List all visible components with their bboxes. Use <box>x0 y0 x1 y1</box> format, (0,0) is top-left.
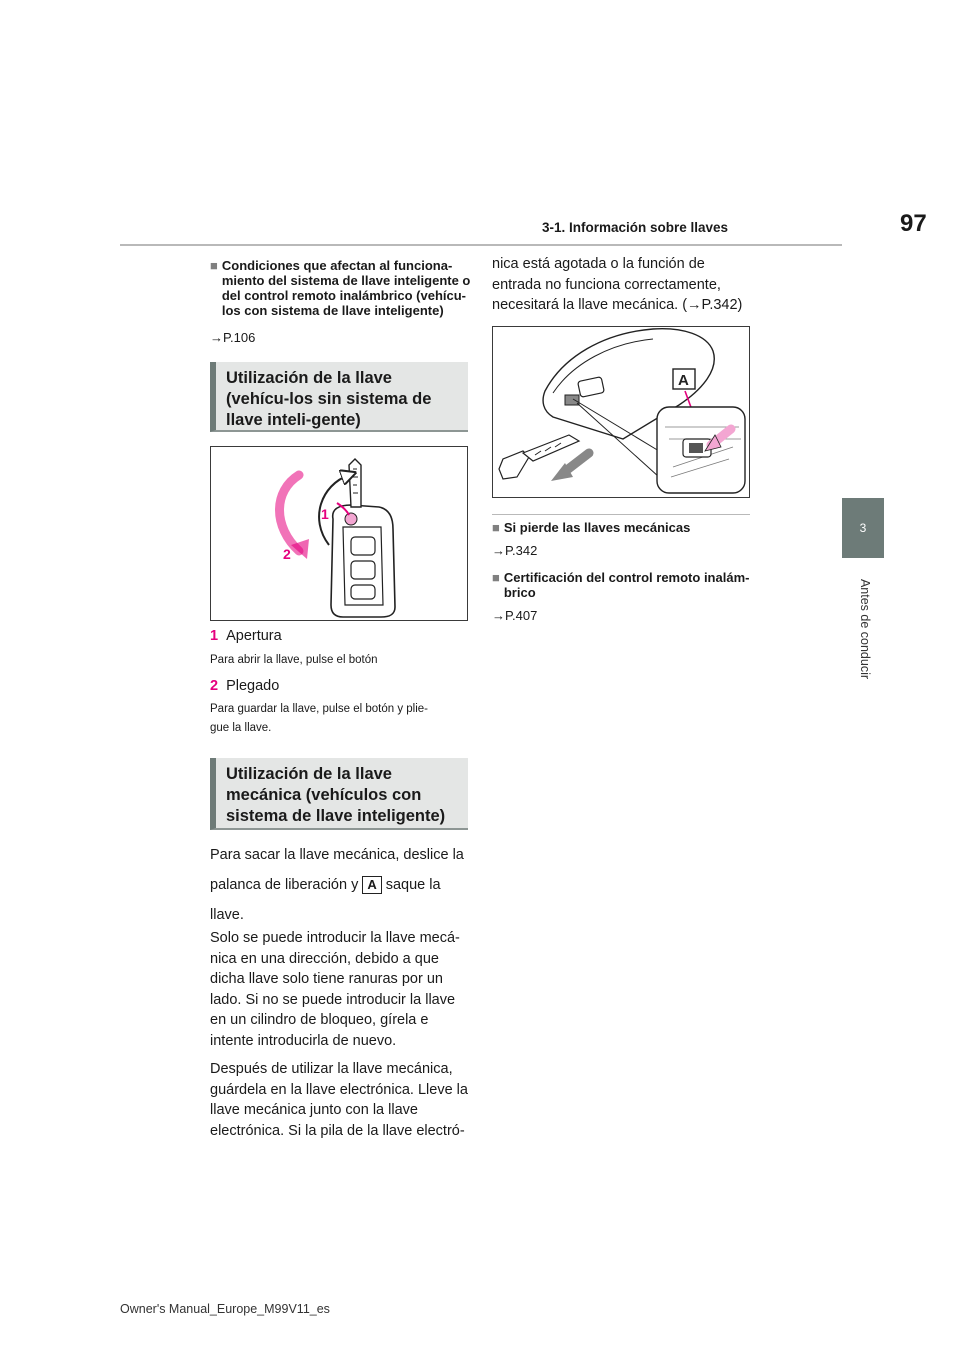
section-heading-mechanical-key: Utilización de la llave mecánica (vehículos con sistema de llave inteligente) <box>210 758 468 830</box>
section-title: 3-1. Información sobre llaves <box>541 220 729 235</box>
conditions-block <box>210 258 472 345</box>
footer-text: Owner's Manual_Europe_M99V11_es <box>120 1302 330 1316</box>
chapter-side-label: Antes de conducir <box>858 578 872 680</box>
para-continuation: nica está agotada o la función de entrada no funciona correctamente, necesitará la llave mecánica. (→P.342) <box>492 256 743 313</box>
step1-description: Para abrir la llave, pulse el botón <box>210 653 378 666</box>
right-notes-block <box>492 520 754 623</box>
step2-description-line2: gue la llave. <box>210 722 272 734</box>
figure1-callout-1: 1 <box>321 506 329 522</box>
certification-ref-link[interactable]: →P.407 <box>492 608 538 623</box>
step2-description-line1: Para guardar la llave, pulse el botón y plie- <box>210 703 428 715</box>
step1-title: Apertura <box>226 628 282 644</box>
lost-keys-heading: Si pierde las llaves mecánicas <box>503 520 691 535</box>
mechanical-key-text <box>210 842 472 1141</box>
para1-line3: llave. <box>210 907 244 923</box>
divider-rule <box>492 514 750 515</box>
section-heading-key-usage: Utilización de la llave (vehícu-los sin sistema de llave inteli-gente) <box>210 362 468 432</box>
para1-line1: Para sacar la llave mecánica, deslice la <box>210 847 464 863</box>
step2-number: 2 <box>210 677 219 694</box>
page-number: 97 <box>900 210 927 237</box>
para2: Solo se puede introducir la llave mecá-nica en una dirección, debido a que dicha llave solo tiene ranuras por un lado. Si no se puede introducir la llave en un cilindro de bloqueo, gírela e intente introducirla de nuevo. <box>210 930 460 1049</box>
figure-smart-key <box>492 326 750 498</box>
lost-keys-ref-link[interactable]: →P.342 <box>492 543 538 558</box>
square-bullet-icon: ■ <box>492 570 500 585</box>
callout-a-box: A <box>362 876 381 894</box>
square-bullet-icon: ■ <box>210 258 218 273</box>
figure1-callout-2: 2 <box>283 546 291 562</box>
certification-heading: Certificación del control remoto inalám-brico <box>503 570 750 600</box>
step1-number: 1 <box>210 628 219 644</box>
step2-title: Plegado <box>226 677 280 694</box>
smart-key-illustration <box>493 327 749 497</box>
folding-key-illustration <box>211 447 467 620</box>
steps-block <box>210 626 472 738</box>
figure2-callout-a: A <box>678 372 689 389</box>
figure-folding-key <box>210 446 468 621</box>
para1-line2-start: palanca de liberación y <box>210 877 359 893</box>
conditions-heading: Condiciones que afectan al funciona-miento del sistema de llave inteligente o del control remoto inalámbrico (vehícu-los con sistema de llave inteligente) <box>221 258 471 318</box>
header-rule <box>120 244 842 246</box>
conditions-ref-link[interactable]: →P.106 <box>210 330 256 345</box>
para1-line2-end: saque la <box>385 877 441 893</box>
chapter-tab: 3 <box>842 498 884 558</box>
square-bullet-icon: ■ <box>492 520 500 535</box>
para3: Después de utilizar la llave mecánica, guárdela en la llave electrónica. Lleve la llave mecánica junto con la llave electrónica. Si la pila de la llave electró- <box>210 1061 468 1139</box>
